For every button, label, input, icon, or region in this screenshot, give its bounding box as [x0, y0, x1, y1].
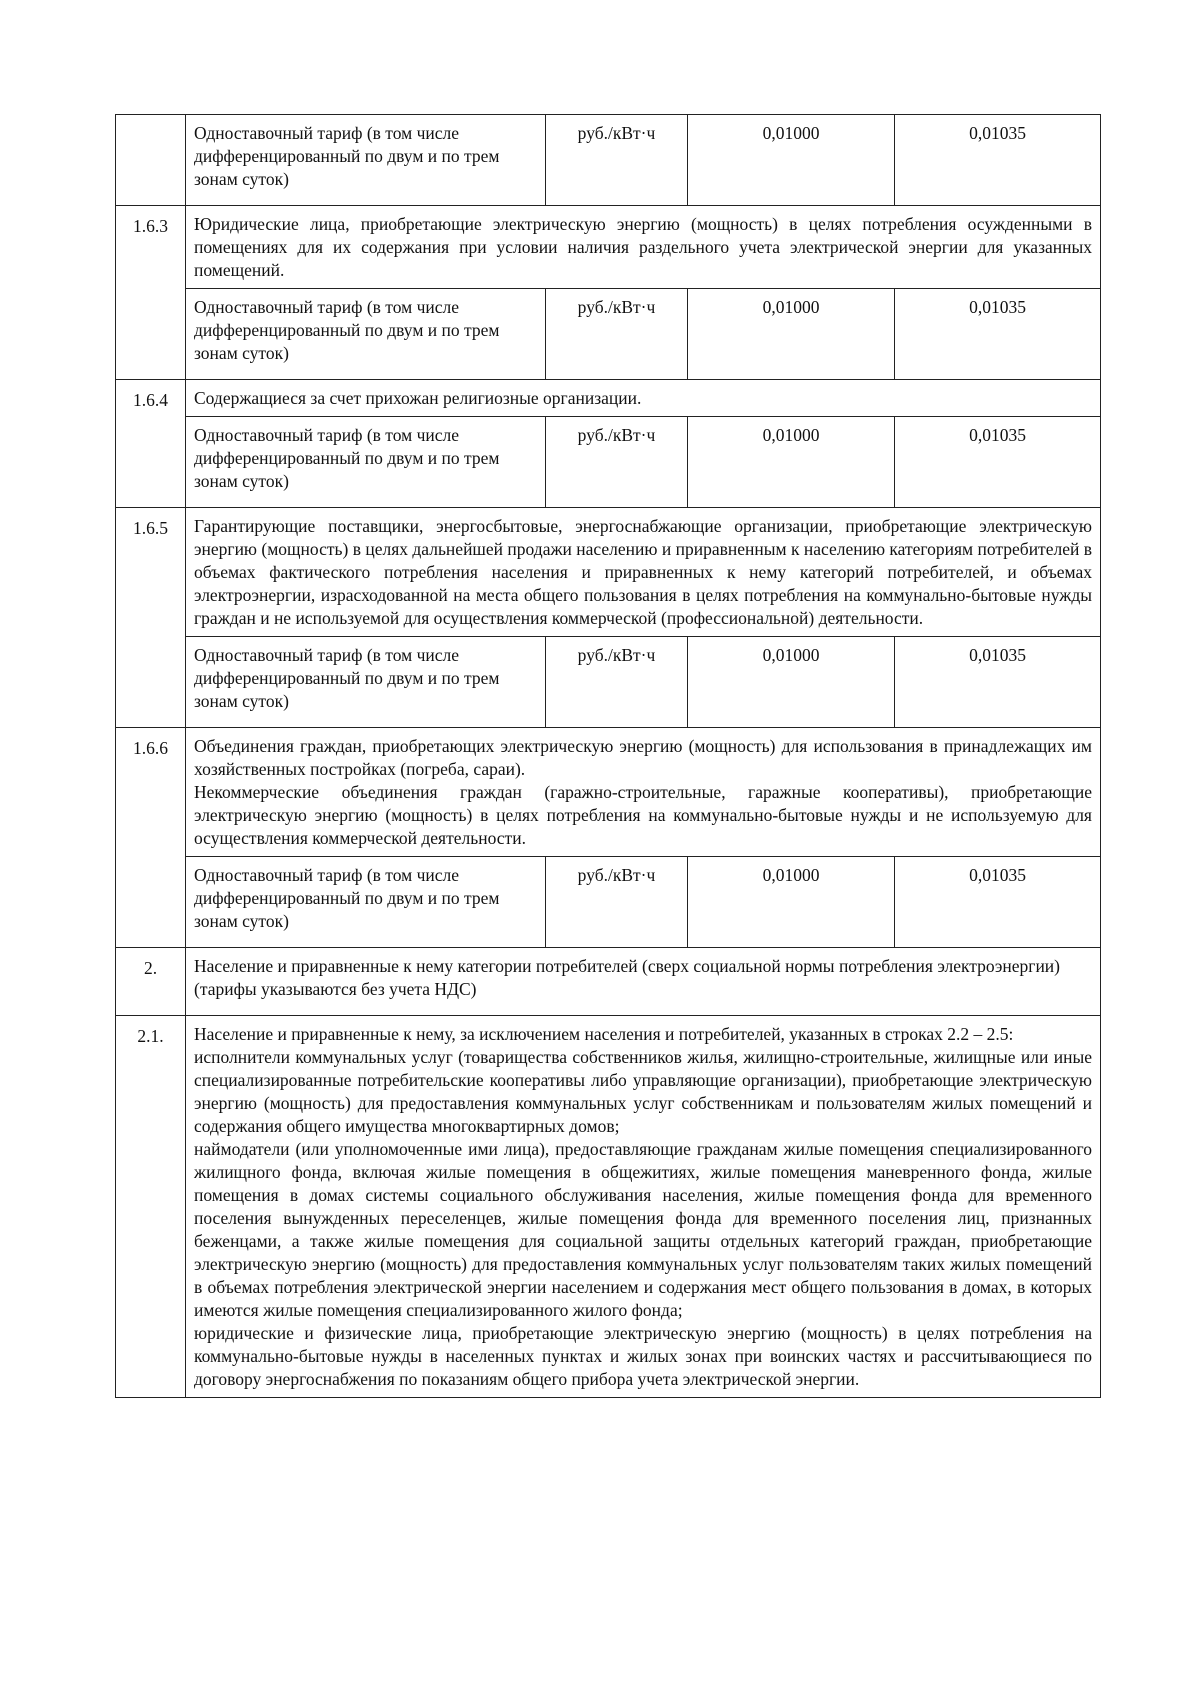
tariff-row: [116, 637, 1101, 728]
tariff-value-2: 0,01035: [895, 857, 1101, 948]
section-number: 1.6.5: [116, 508, 186, 728]
tariff-document-page: [115, 114, 1100, 1398]
tariff-unit: руб./кВт·ч: [546, 417, 688, 508]
tariff-row: [116, 289, 1101, 380]
tariff-unit: руб./кВт·ч: [546, 637, 688, 728]
section-paragraph: Население и приравненные к нему, за исключением населения и потребителей, указанных в строках 2.2 – 2.5:: [194, 1024, 1014, 1044]
section-header-row: [116, 1016, 1101, 1398]
section-number: 1.6.6: [116, 728, 186, 948]
tariff-value-1: 0,01000: [688, 289, 895, 380]
tariff-row: [116, 417, 1101, 508]
tariff-value-2: 0,01035: [895, 289, 1101, 380]
tariff-label: Одноставочный тариф (в том числе дифференцированный по двум и по трем зонам суток): [186, 637, 546, 728]
tariff-unit: руб./кВт·ч: [546, 289, 688, 380]
section-number: 2.1.: [116, 1016, 186, 1398]
tariff-row: [116, 115, 1101, 206]
tariff-row: [116, 857, 1101, 948]
section-description: Содержащиеся за счет прихожан религиозные организации.: [186, 380, 1101, 417]
section-number: 2.: [116, 948, 186, 1016]
section-header-row: [116, 508, 1101, 637]
section-paragraph: юридические и физические лица, приобретающие электрическую энергию (мощность) в целях потребления на коммунально-бытовые нужды в населенных пунктах и жилых зонах при воинских частях и рассчитывающиеся по договору энергоснабжения по показаниям общего прибора учета электрической энергии.: [194, 1323, 1092, 1389]
section-header-row: [116, 728, 1101, 857]
tariff-label: Одноставочный тариф (в том числе дифференцированный по двум и по трем зонам суток): [186, 115, 546, 206]
tariff-label: Одноставочный тариф (в том числе дифференцированный по двум и по трем зонам суток): [186, 857, 546, 948]
section-description: Гарантирующие поставщики, энергосбытовые, энергоснабжающие организации, приобретающие электрическую энергию (мощность) в целях дальнейшей продажи населению и приравненным к населению категориям потребителей в объемах фактического потребления населения и приравненных к нему категорий потребителей, и объемах электроэнергии, израсходованной на места общего пользования в целях потребления на коммунально-бытовые нужды граждан и не используемой для осуществления коммерческой (профессиональной) деятельности.: [186, 508, 1101, 637]
tariff-value-2: 0,01035: [895, 115, 1101, 206]
row-number-empty: [116, 115, 186, 206]
tariff-value-1: 0,01000: [688, 417, 895, 508]
section-number: 1.6.3: [116, 206, 186, 380]
section-paragraph: исполнители коммунальных услуг (товарищества собственников жилья, жилищно-строительные, жилищные или иные специализированные потребительские кооперативы либо управляющие организации), приобретающие электрическую энергию (мощность) для предоставления коммунальных услуг собственникам и пользователям жилых помещений и содержания общего имущества многоквартирных домов;: [194, 1047, 1092, 1136]
section-description: Население и приравненные к нему категории потребителей (сверх социальной нормы потребления электроэнергии) (тарифы указываются без учета НДС): [186, 948, 1101, 1016]
tariff-unit: руб./кВт·ч: [546, 115, 688, 206]
section-number: 1.6.4: [116, 380, 186, 508]
tariff-label: Одноставочный тариф (в том числе дифференцированный по двум и по трем зонам суток): [186, 289, 546, 380]
section-description: [186, 728, 1101, 857]
section-paragraph: Некоммерческие объединения граждан (гаражно-строительные, гаражные кооперативы), приобретающие электрическую энергию (мощность) в целях потребления на коммунально-бытовые нужды и не используемую для осуществления коммерческой деятельности.: [194, 782, 1092, 848]
section-header-row: [116, 380, 1101, 417]
section-description: Юридические лица, приобретающие электрическую энергию (мощность) в целях потребления осужденными в помещениях для их содержания при условии наличия раздельного учета электрической энергии для указанных помещений.: [186, 206, 1101, 289]
section-header-row: [116, 206, 1101, 289]
section-paragraph: Объединения граждан, приобретающих электрическую энергию (мощность) для использования в принадлежащих им хозяйственных постройках (погреба, сараи).: [194, 736, 1092, 779]
section-description: [186, 1016, 1101, 1398]
tariff-label: Одноставочный тариф (в том числе дифференцированный по двум и по трем зонам суток): [186, 417, 546, 508]
tariff-table: [115, 114, 1101, 1398]
tariff-value-1: 0,01000: [688, 637, 895, 728]
section-header-row: [116, 948, 1101, 1016]
tariff-unit: руб./кВт·ч: [546, 857, 688, 948]
tariff-value-2: 0,01035: [895, 417, 1101, 508]
section-paragraph: наймодатели (или уполномоченные ими лица), предоставляющие гражданам жилые помещения специализированного жилищного фонда, включая жилые помещения в общежитиях, жилые помещения маневренного фонда, жилые помещения в домах системы социального обслуживания населения, жилые помещения фонда для временного поселения вынужденных переселенцев, жилые помещения фонда для временного поселения лиц, признанных беженцами, а также жилые помещения для социальной защиты отдельных категорий граждан, приобретающие электрическую энергию (мощность) для предоставления коммунальных услуг пользователям таких жилых помещений в объемах потребления электрической энергии населением и содержания мест общего пользования в домах, в которых имеются жилые помещения специализированного жилого фонда;: [194, 1139, 1092, 1320]
tariff-value-1: 0,01000: [688, 115, 895, 206]
tariff-value-1: 0,01000: [688, 857, 895, 948]
tariff-value-2: 0,01035: [895, 637, 1101, 728]
